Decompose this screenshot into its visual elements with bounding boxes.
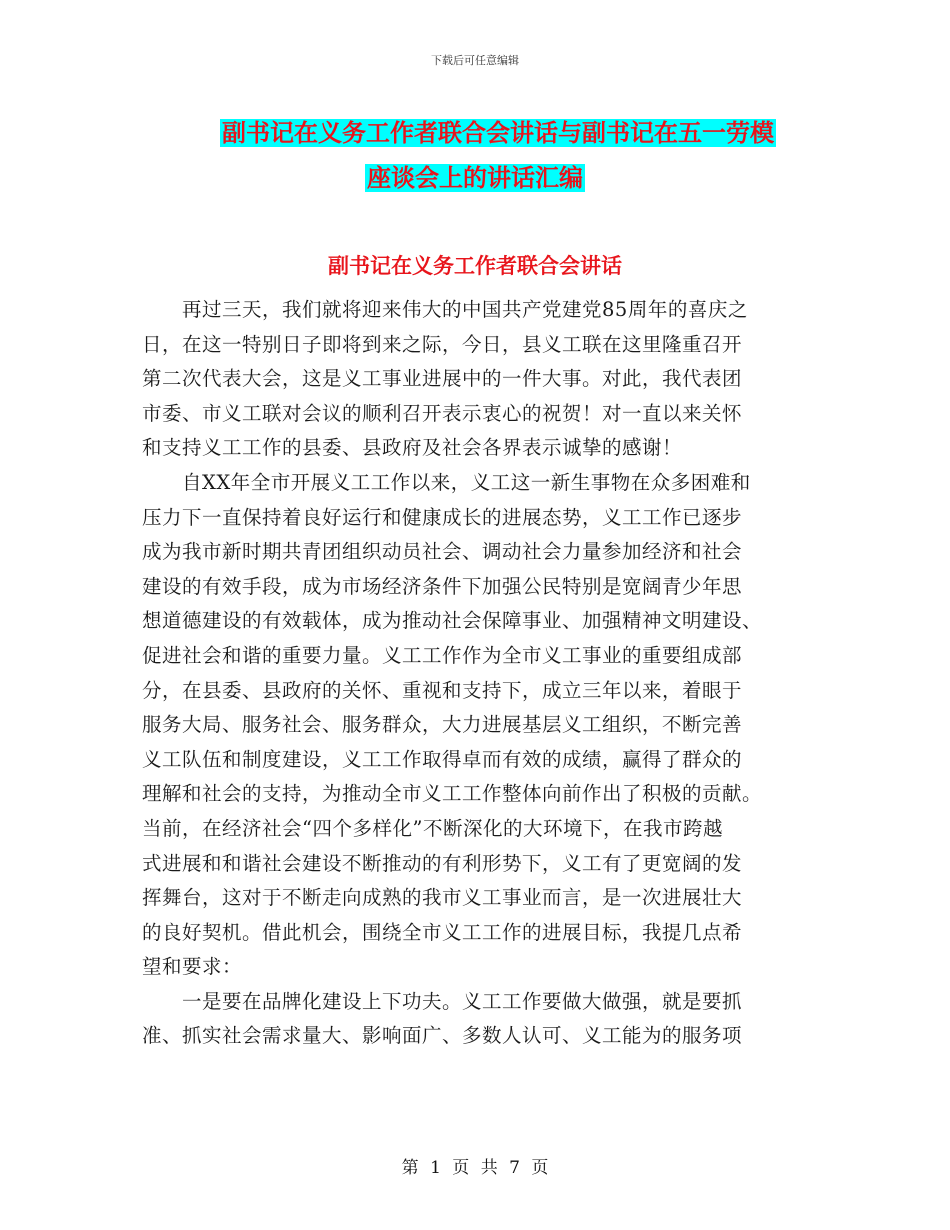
- text-line: 一是要在品牌化建设上下功夫。义工工作要做大做强，就是要抓: [142, 989, 743, 1013]
- document-title-line-2-text: 座谈会上的讲话汇编: [367, 164, 583, 192]
- text-line: 再过三天，我们就将迎来伟大的中国共产党建党85周年的喜庆之: [142, 298, 748, 321]
- text-line: 服务大局、服务社会、服务群众，大力进展基层义工组织，不断完善: [142, 713, 743, 737]
- text-line: 市委、市义工联对会议的顺利召开表示衷心的祝贺！对一直以来关怀: [142, 401, 743, 425]
- text-line: 当前，在经济社会“四个多样化”不断深化的大环境下，在我市跨越: [142, 816, 723, 840]
- page-footer: 第 1 页 共 7 页: [401, 1158, 549, 1178]
- text-line: 挥舞台，这对于不断走向成熟的我市义工事业而言，是一次进展壮大: [142, 886, 743, 910]
- section-title: 副书记在义务工作者联合会讲话: [328, 254, 622, 278]
- text-line: 式进展和和谐社会建设不断推动的有利形势下，义工有了更宽阔的发: [142, 851, 743, 875]
- text-line: 促进社会和谐的重要力量。义工工作作为全市义工事业的重要组成部: [142, 643, 743, 667]
- text-line: 第二次代表大会，这是义工事业进展中的一件大事。对此，我代表团: [142, 367, 743, 391]
- body-text: [142, 293, 810, 1054]
- text-line: 成为我市新时期共青团组织动员社会、调动社会力量参加经济和社会: [142, 540, 743, 564]
- text-line: 自XX年全市开展义工工作以来，义工这一新生事物在众多困难和: [142, 470, 751, 494]
- text-line: 压力下一直保持着良好运行和健康成长的进展态势，义工工作已逐步: [142, 505, 743, 529]
- document-title-line-1: [0, 113, 950, 148]
- text-line: 和支持义工工作的县委、县政府及社会各界表示诚挚的感谢！: [142, 436, 683, 460]
- text-line: 的良好契机。借此机会，围绕全市义工工作的进展目标，我提几点希: [142, 920, 743, 944]
- header-note: 下载后可任意编辑: [431, 54, 519, 67]
- text-line: 想道德建设的有效载体，成为推动社会保障事业、加强精神文明建设、: [142, 609, 763, 633]
- text-line: 理解和社会的支持，为推动全市义工工作整体向前作出了积极的贡献。: [142, 782, 763, 806]
- document-title-line-1-text: 副书记在义务工作者联合会讲话与副书记在五一劳模: [222, 119, 774, 147]
- text-line: 建设的有效手段，成为市场经济条件下加强公民特别是宽阔青少年思: [142, 574, 743, 598]
- text-line: 分，在县委、县政府的关怀、重视和支持下，成立三年以来，着眼于: [142, 678, 743, 702]
- document-title-line-2: [0, 158, 950, 193]
- text-line: 义工队伍和制度建设，义工工作取得卓而有效的成绩，赢得了群众的: [142, 747, 743, 771]
- text-line: 望和要求：: [142, 955, 243, 979]
- text-line: 准、抓实社会需求量大、影响面广、多数人认可、义工能为的服务项: [142, 1024, 743, 1048]
- text-line: 日，在这一特别日子即将到来之际，今日，县义工联在这里隆重召开: [142, 332, 743, 356]
